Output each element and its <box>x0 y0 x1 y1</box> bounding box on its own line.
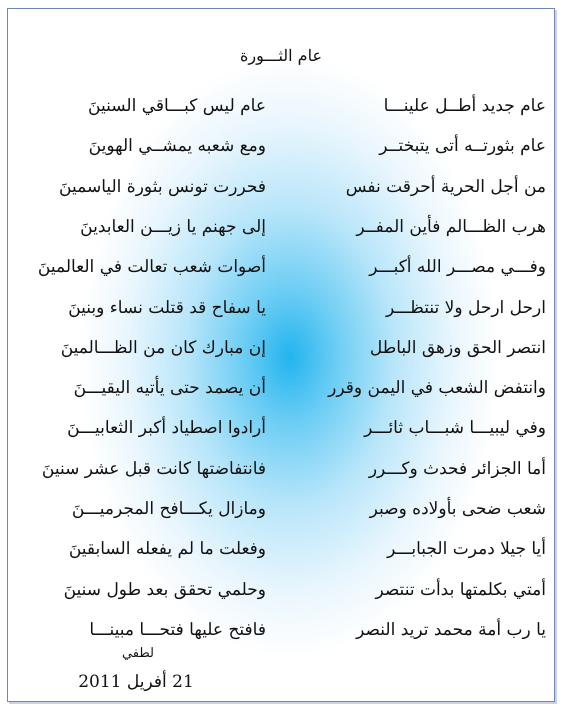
verse-row <box>8 498 554 520</box>
verse-second-hemistich: يا سفاح قد قتلت نساء وبنينَ <box>68 297 266 318</box>
verse-first-hemistich: شعب ضحى بأولاده وصبر <box>369 499 546 519</box>
verse-second-hemistich: أن يصمد حتى يأتيه اليقيـــنَ <box>73 378 266 399</box>
verse-second-hemistich: ومع شعبه يمشــي الهوينَ <box>88 136 266 157</box>
verse-row <box>8 579 554 601</box>
verse-second-hemistich: أصوات شعب تعالت في العالمينَ <box>37 257 266 278</box>
verse-row <box>8 95 554 117</box>
verse-row <box>8 417 554 439</box>
verse-second-hemistich: أرادوا اصطياد أكبر الثعابيـــنَ <box>67 418 266 439</box>
verse-second-hemistich: فانتفاضتها كانت قبل عشر سنينَ <box>41 458 266 479</box>
verse-second-hemistich: عام ليس كبـــاقي السنينَ <box>88 96 266 116</box>
verse-first-hemistich: أيا جيلا دمرت الجبابـــر <box>387 539 546 560</box>
verse-row <box>8 216 554 238</box>
verse-first-hemistich: عام جديد أطــل علينـــا <box>383 96 546 116</box>
verse-first-hemistich: وفي ليبيـــا شبـــاب ثائـــر <box>364 418 546 439</box>
verse-row <box>8 256 554 278</box>
verse-second-hemistich: إلى جهنم يا زيـــن العابدينَ <box>80 216 266 237</box>
verse-first-hemistich: أما الجزائر فحدث وكـــرر <box>368 458 546 479</box>
verse-row <box>8 458 554 480</box>
verse-row <box>8 337 554 359</box>
verse-first-hemistich: وفـــي مصـــر الله أكبـــر <box>369 257 546 278</box>
verse-first-hemistich: وانتفض الشعب في اليمن وقرر <box>328 378 546 399</box>
verse-row <box>8 176 554 198</box>
verse-row <box>8 297 554 319</box>
verse-row <box>8 135 554 157</box>
poem-date: 21 أفريل 2011 <box>78 672 194 692</box>
verse-second-hemistich: ومازال يكـــافح المجرميـــنَ <box>71 499 266 519</box>
verse-second-hemistich: فافتح عليها فتحـــا مبينـــا <box>89 619 266 640</box>
verse-second-hemistich: وفعلت ما لم يفعله السابقينَ <box>68 539 266 560</box>
verse-first-hemistich: يا رب أمة محمد تريد النصر <box>356 619 546 640</box>
verse-first-hemistich: عام بثورتــه أتى يتبختــر <box>379 136 546 157</box>
verse-first-hemistich: ارحل ارحل ولا تنتظـــر <box>385 297 546 318</box>
verse-first-hemistich: انتصر الحق وزهق الباطل <box>369 337 546 358</box>
verse-second-hemistich: إن مبارك كان من الظـــالمينَ <box>60 337 266 358</box>
verse-row <box>8 538 554 560</box>
poem-title: عام الثـــورة <box>240 46 322 65</box>
poet-signature: لطفي <box>121 646 155 661</box>
verse-row <box>8 619 554 641</box>
verse-first-hemistich: أمتي بكلمتها بدأت تنتصر <box>375 579 546 600</box>
verse-second-hemistich: وحلمي تحقق بعد طول سنينَ <box>63 579 266 600</box>
verse-first-hemistich: هرب الظـــالم فأين المفــر <box>356 216 546 237</box>
verse-first-hemistich: من أجل الحرية أحرقت نفس <box>345 176 546 197</box>
verse-row <box>8 377 554 399</box>
verse-second-hemistich: فحررت تونس بثورة الياسمينَ <box>59 176 266 197</box>
poem-frame <box>7 8 555 702</box>
